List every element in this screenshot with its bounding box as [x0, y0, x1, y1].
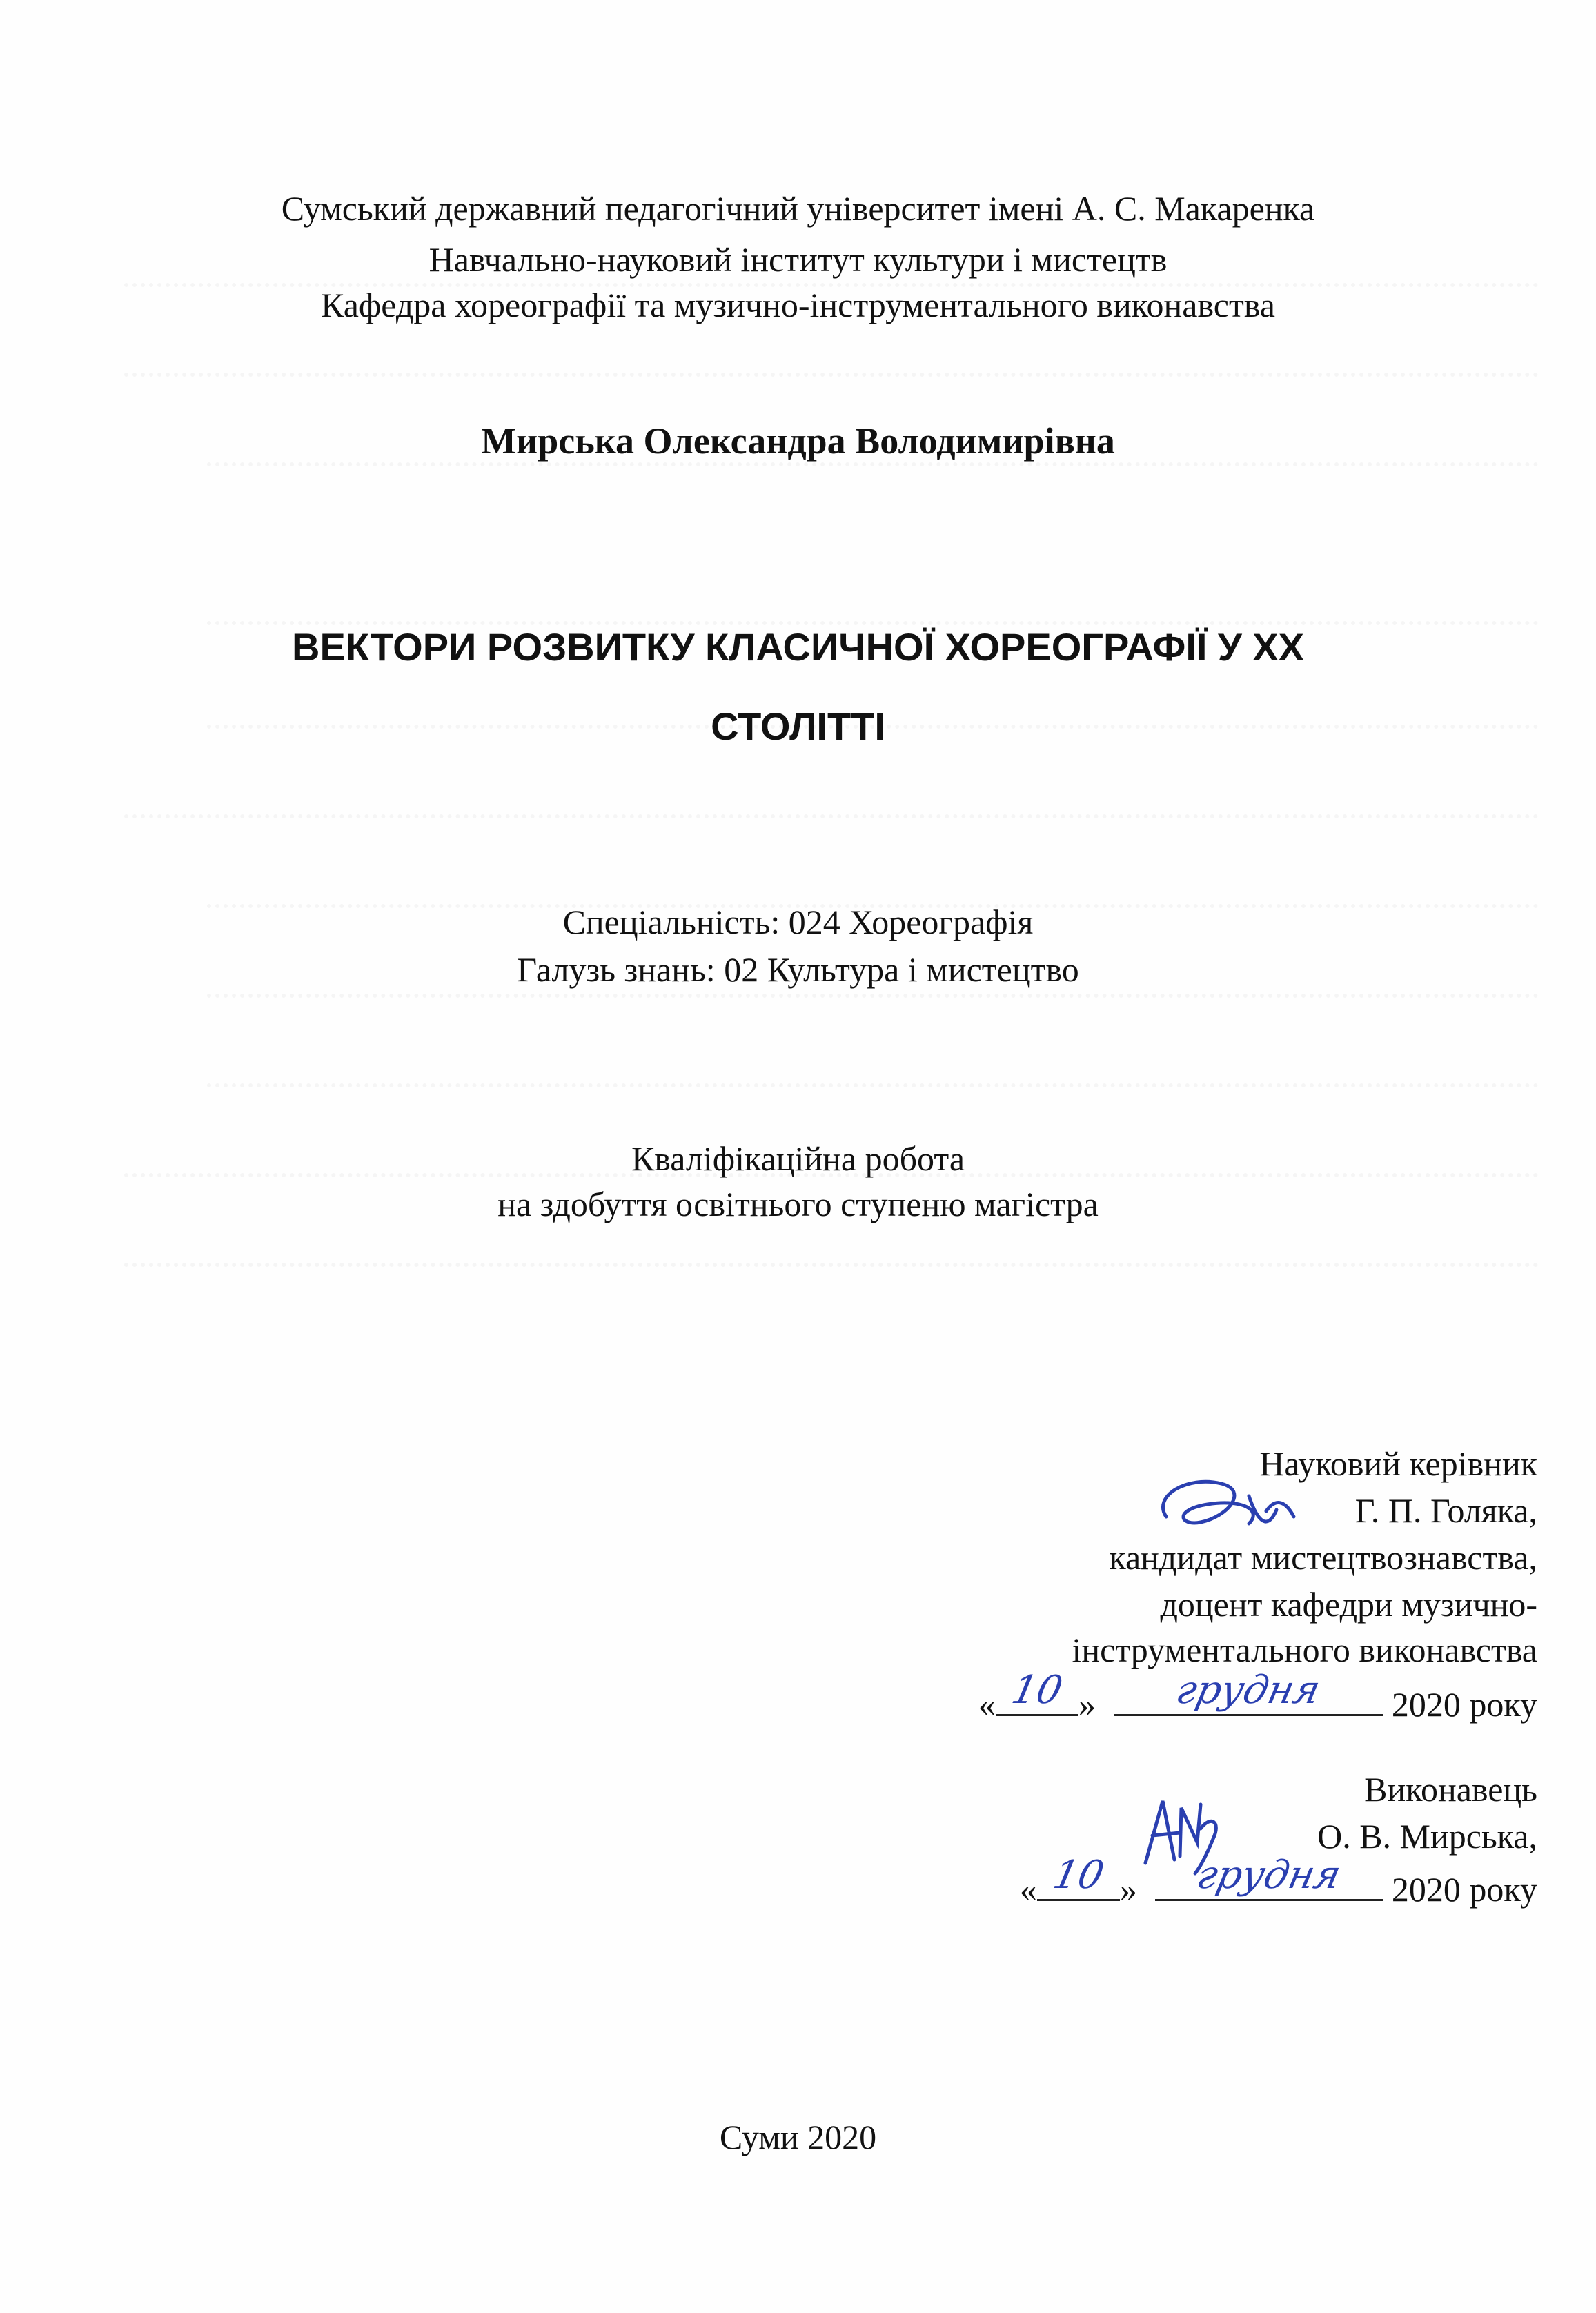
supervisor-date-day: 10 — [1007, 1668, 1067, 1713]
supervisor-date — [978, 1668, 1537, 1724]
department-name: Кафедра хореографії та музично-інструментального виконавства — [321, 286, 1275, 324]
supervisor-signature — [1145, 1468, 1318, 1544]
performer-role: Виконавець — [1364, 1770, 1537, 1809]
supervisor-date-day-line — [996, 1668, 1078, 1716]
supervisor-date-year: 2020 року — [1391, 1685, 1537, 1724]
university-name: Сумський державний педагогічний університет імені А. С. Макаренка — [281, 189, 1315, 228]
performer-date — [1019, 1853, 1537, 1909]
supervisor-degree: кандидат мистецтвознавства, — [1109, 1538, 1537, 1577]
supervisor-date-close-quote: » — [1078, 1685, 1096, 1724]
specialty: Спеціальність: 024 Хореографія — [562, 903, 1034, 941]
author-name: Мирська Олександра Володимирівна — [481, 420, 1115, 462]
performer-date-month: грудня — [1193, 1853, 1346, 1898]
work-type-line-2: на здобуття освітнього ступеню магістра — [497, 1185, 1099, 1223]
supervisor-role: Науковий керівник — [1259, 1444, 1537, 1483]
performer-name: О. В. Мирська, — [1317, 1817, 1537, 1856]
performer-date-month-line — [1155, 1853, 1383, 1901]
supervisor-name: Г. П. Голяка, — [1354, 1491, 1537, 1530]
performer-date-close-quote: » — [1119, 1870, 1137, 1909]
performer-date-year: 2020 року — [1391, 1870, 1537, 1909]
performer-date-day-line — [1037, 1853, 1120, 1901]
institute-name: Навчально-науковий інститут культури і мистецтв — [428, 240, 1168, 279]
supervisor-position-line-2: інструментального виконавства — [1072, 1631, 1537, 1669]
thesis-title-line-1: ВЕКТОРИ РОЗВИТКУ КЛАСИЧНОЇ ХОРЕОГРАФІЇ У ХХ — [292, 625, 1304, 669]
performer-date-day: 10 — [1049, 1853, 1108, 1898]
supervisor-date-month: грудня — [1172, 1668, 1325, 1713]
supervisor-date-open-quote: « — [978, 1685, 996, 1724]
city-year: Суми 2020 — [719, 2118, 877, 2156]
supervisor-date-month-line — [1114, 1668, 1383, 1716]
thesis-title-line-2: СТОЛІТТІ — [711, 705, 885, 748]
performer-date-open-quote: « — [1019, 1870, 1037, 1909]
supervisor-position-line-1: доцент кафедри музично- — [1160, 1585, 1537, 1624]
field-of-knowledge: Галузь знань: 02 Культура і мистецтво — [517, 950, 1079, 989]
work-type-line-1: Кваліфікаційна робота — [631, 1139, 965, 1178]
